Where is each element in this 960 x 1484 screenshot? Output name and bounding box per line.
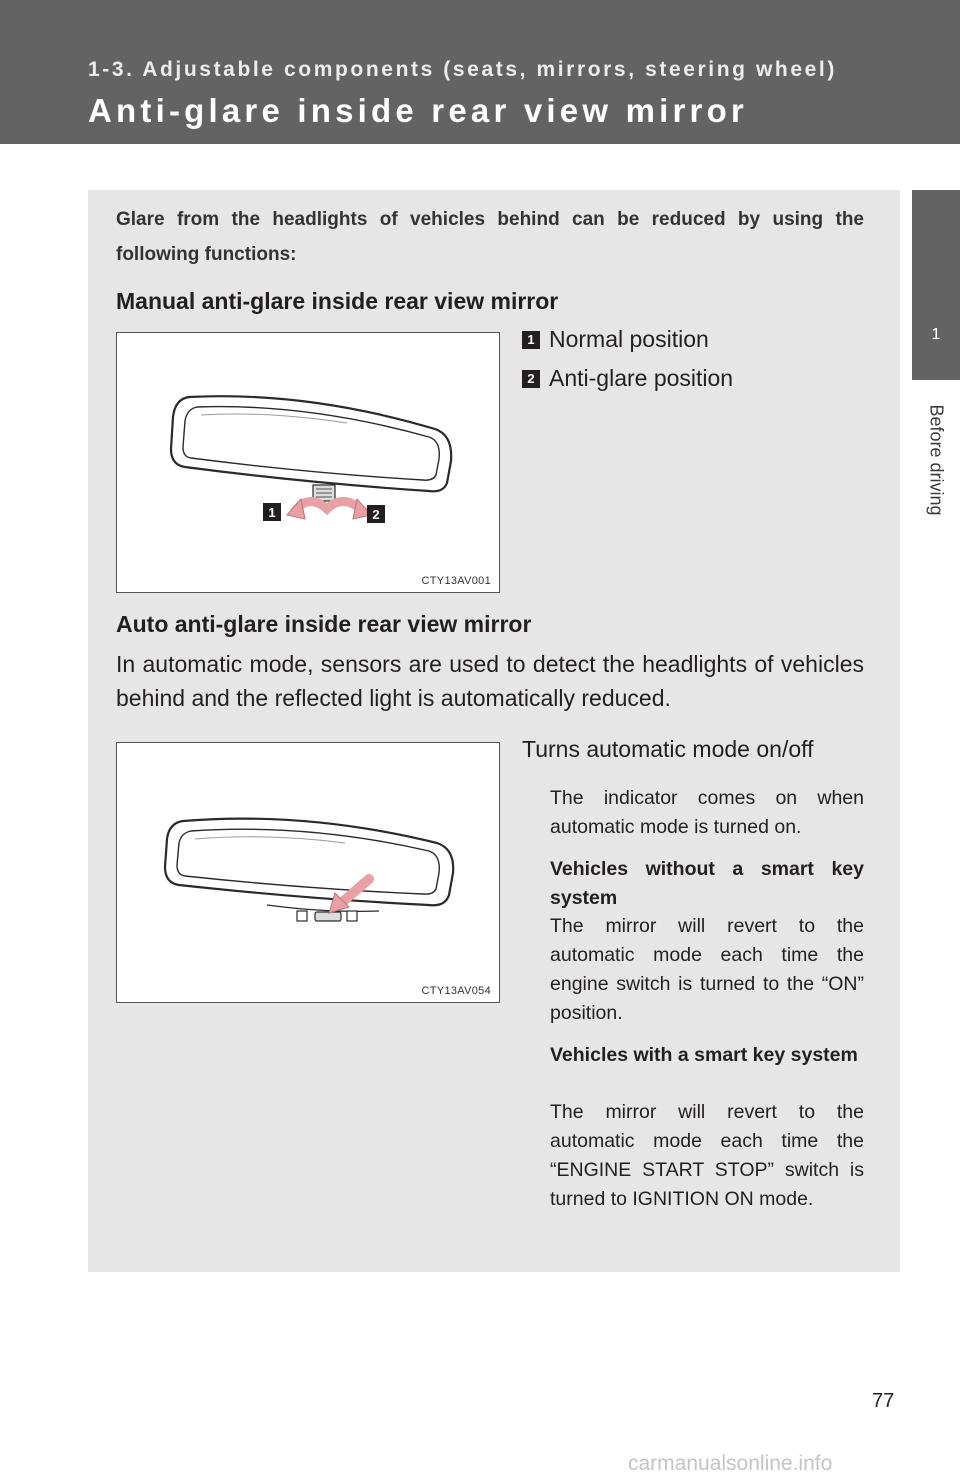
legend-anti-glare-position	[522, 365, 733, 392]
page-header	[0, 0, 960, 144]
section-title: 1-3. Adjustable components (seats, mirrors, steering wheel)	[88, 58, 837, 81]
chapter-number: 1	[931, 326, 941, 343]
sensor-left-icon	[297, 911, 307, 921]
swing-arrow-icon	[295, 501, 363, 511]
callout-1-label: 1	[268, 505, 276, 520]
manual-mirror-figure	[116, 332, 500, 593]
auto-mirror-figure	[116, 742, 500, 1003]
figure-caption: Turns automatic mode on/off	[522, 736, 814, 762]
auto-heading: Auto anti-glare inside rear view mirror	[116, 611, 532, 637]
no-smart-key-heading: Vehicles without a smart key system	[550, 858, 864, 909]
smart-key-text: The mirror will revert to the automatic mode each time the “ENGINE START STOP” switch is turned to IGNITION ON mode.	[550, 1101, 864, 1210]
sensor-right-icon	[347, 911, 357, 921]
legend-number: 2	[522, 370, 540, 388]
chapter-label: Before driving	[926, 404, 947, 516]
manual-mirror-illustration	[117, 333, 501, 594]
auto-description: In automatic mode, sensors are used to detect the headlights of vehicles behind and the reflected light is automatically reduced.	[116, 651, 864, 711]
legend-normal-position	[522, 326, 709, 353]
legend-text: Anti-glare position	[549, 365, 734, 391]
legend-number: 1	[522, 331, 540, 349]
manual-heading: Manual anti-glare inside rear view mirror	[116, 288, 559, 314]
smart-key-heading: Vehicles with a smart key system	[550, 1044, 858, 1066]
figure-code: CTY13AV001	[421, 575, 491, 587]
figure-code: CTY13AV054	[421, 985, 491, 997]
chapter-tab[interactable]	[912, 190, 960, 380]
page-number: 77	[872, 1390, 895, 1412]
intro-text: Glare from the headlights of vehicles behind can be reduced by using the following functions:	[116, 209, 864, 265]
page-title: Anti-glare inside rear view mirror	[88, 92, 748, 129]
watermark: carmanualsonline.info	[628, 1452, 833, 1475]
legend-text: Normal position	[549, 326, 709, 352]
auto-switch	[315, 912, 341, 921]
indicator-note: The indicator comes on when automatic mode is turned on.	[550, 787, 864, 838]
callout-2-label: 2	[372, 507, 380, 522]
no-smart-key-text: The mirror will revert to the automatic mode each time the engine switch is turned to the “ON” position.	[550, 915, 864, 1024]
auto-mirror-illustration	[117, 743, 501, 1004]
